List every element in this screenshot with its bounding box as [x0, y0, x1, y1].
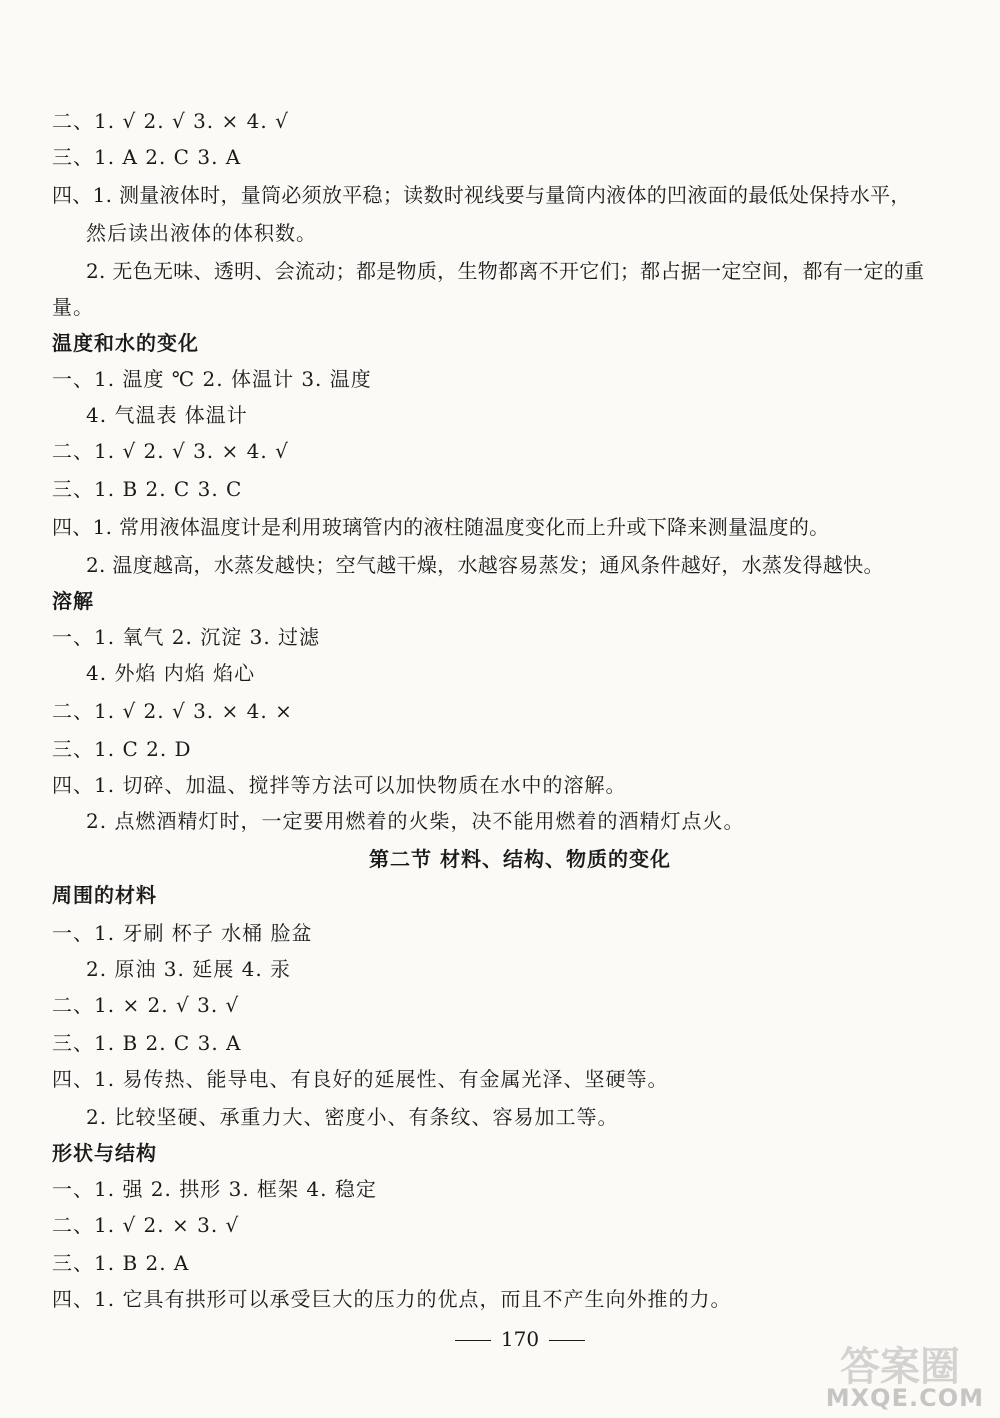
answer-line: 二、1. √ 2. √ 3. × 4. ×: [52, 699, 293, 723]
answer-line: 2. 比较坚硬、承重力大、密度小、有条纹、容易加工等。: [86, 1105, 619, 1129]
answer-line: 然后读出液体的体积数。: [86, 221, 317, 245]
watermark-text: MXQE.COM: [825, 1384, 984, 1412]
answer-line: 2. 原油 3. 延展 4. 汞: [86, 957, 292, 981]
answer-line: 三、1. C 2. D: [52, 737, 192, 761]
section-heading: 溶解: [52, 589, 94, 613]
answer-line: 二、1. × 2. √ 3. √: [52, 993, 240, 1017]
answer-line: 四、1. 测量液体时，量筒必须放平稳；读数时视线要与量筒内液体的凹液面的最低处保持水平，: [52, 183, 911, 207]
answer-line: 4. 气温表 体温计: [86, 403, 248, 427]
answer-line: 一、1. 牙刷 杯子 水桶 脸盆: [52, 921, 313, 945]
answer-line: 二、1. √ 2. √ 3. × 4. √: [52, 439, 289, 463]
section-heading: 温度和水的变化: [52, 331, 199, 355]
answer-line: 三、1. B 2. C 3. C: [52, 477, 243, 501]
page-number-dash-right: [549, 1340, 585, 1341]
page-number-dash-left: [455, 1340, 491, 1341]
watermark-logo-text: 答案圈: [840, 1344, 960, 1390]
answer-line: 二、1. √ 2. √ 3. × 4. √: [52, 109, 289, 133]
answer-line: 三、1. B 2. C 3. A: [52, 1031, 242, 1055]
answer-line: 二、1. √ 2. × 3. √: [52, 1213, 240, 1237]
answer-line: 四、1. 易传热、能导电、有良好的延展性、有金属光泽、坚硬等。: [52, 1067, 669, 1091]
section-heading: 周围的材料: [52, 883, 157, 907]
answer-line: 四、1. 切碎、加温、搅拌等方法可以加快物质在水中的溶解。: [52, 773, 627, 797]
answer-line: 一、1. 温度 ℃ 2. 体温计 3. 温度: [52, 367, 372, 391]
answer-line: 三、1. B 2. A: [52, 1251, 190, 1275]
answer-line: 四、1. 常用液体温度计是利用玻璃管内的液柱随温度变化而上升或下降来测量温度的。: [52, 515, 830, 539]
chapter-section-title: 第二节 材料、结构、物质的变化: [369, 847, 671, 871]
answer-line: 一、1. 氧气 2. 沉淀 3. 过滤: [52, 625, 321, 649]
answer-line: 2. 温度越高，水蒸发越快；空气越干燥，水越容易蒸发；通风条件越好，水蒸发得越快。: [86, 553, 884, 577]
answer-line: 4. 外焰 内焰 焰心: [86, 661, 256, 685]
answer-line: 三、1. A 2. C 3. A: [52, 145, 242, 169]
answer-line: 2. 无色无味、透明、会流动；都是物质，生物都离不开它们；都占据一定空间，都有一定的重: [86, 259, 925, 283]
answer-line: 2. 点燃酒精灯时，一定要用燃着的火柴，决不能用燃着的酒精灯点火。: [86, 809, 745, 833]
section-heading: 形状与结构: [52, 1141, 157, 1165]
answer-line: 四、1. 它具有拱形可以承受巨大的压力的优点，而且不产生向外推的力。: [52, 1287, 732, 1311]
answer-line: 量。: [52, 295, 94, 319]
answer-line: 一、1. 强 2. 拱形 3. 框架 4. 稳定: [52, 1177, 377, 1201]
page-number-value: 170: [500, 1327, 540, 1351]
